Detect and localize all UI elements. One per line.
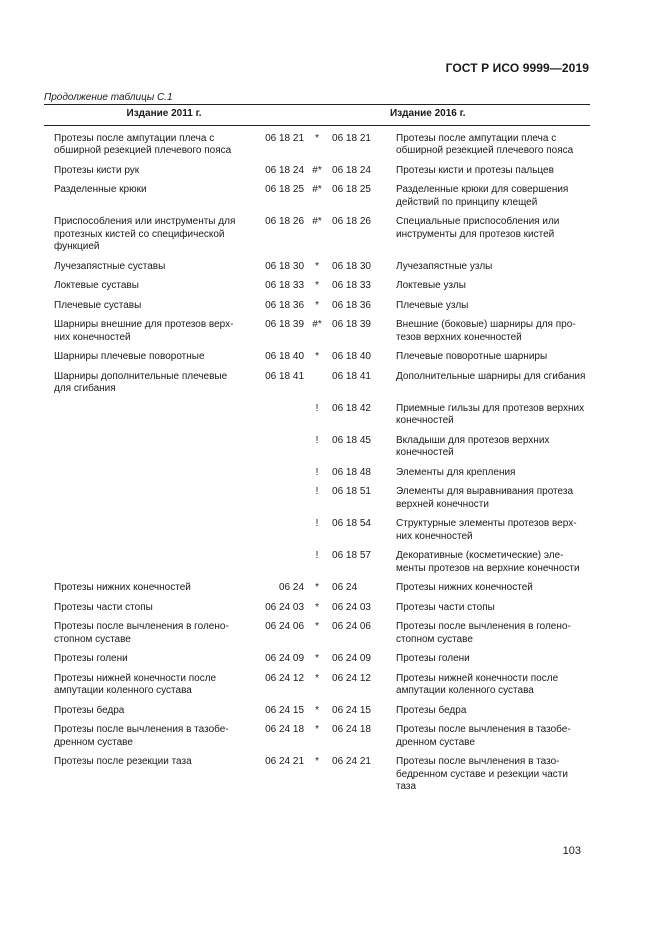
- table-row: [44, 486, 590, 518]
- table-row: [44, 518, 590, 550]
- page-number: 103: [562, 845, 581, 857]
- cell-name-2011: Разделенные крюки: [54, 184, 147, 195]
- document-header: ГОСТ Р ИСО 9999—2019: [445, 61, 589, 75]
- cell-code-2011: 06 18 21: [265, 132, 305, 144]
- cell-change-mark: !: [315, 402, 319, 414]
- cell-code-2016: 06 18 25: [332, 184, 371, 195]
- table-row: [44, 184, 590, 216]
- cell-code-2016: 06 18 36: [332, 299, 371, 311]
- cell-name-2011: [44, 435, 250, 467]
- column-header-2011: Издание 2011 г.: [44, 105, 304, 126]
- cell-change-mark: *: [315, 280, 319, 291]
- cell-name-2011: Протезы после ампутации плеча с обширной резекцией плечевого пояса: [54, 132, 232, 156]
- cell-code-2016: 06 24: [332, 582, 358, 593]
- cell-code-2016: 06 18 39: [332, 319, 371, 330]
- cell-name-2016: Лучезапястные узлы: [396, 260, 493, 272]
- cell-change-mark: !: [315, 486, 319, 497]
- table-row: [44, 467, 590, 487]
- cell-name-2011: Протезы нижней конечности после ампутации коленного сустава: [54, 672, 217, 696]
- cell-code-2016: 06 24 03: [332, 601, 371, 613]
- cell-name-2011: [44, 518, 250, 550]
- cell-change-mark: *: [315, 704, 319, 716]
- column-header-2016-label: Издание 2016 г.: [390, 108, 466, 119]
- comparison-table: [44, 104, 590, 801]
- cell-code-2016: 06 24 09: [332, 653, 371, 664]
- cell-change-mark: !: [315, 434, 319, 446]
- cell-code-2011: 06 18 39: [265, 319, 305, 330]
- cell-code-2016: 06 18 54: [332, 518, 371, 529]
- cell-name-2016: Вкладыши для протезов верхних конечностей: [396, 434, 550, 458]
- cell-name-2011: Шарниры плечевые поворотные: [54, 351, 205, 362]
- cell-code-2011: [250, 550, 304, 582]
- cell-name-2016: Дополнительные шарниры для сгибания: [396, 370, 586, 382]
- cell-code-2011: 06 18 25: [265, 184, 305, 195]
- cell-name-2011: Протезы кисти рук: [54, 164, 140, 176]
- cell-name-2016: Специальные приспособления или инструменты для протезов кистей: [396, 216, 560, 240]
- table-row: [44, 705, 590, 725]
- cell-code-2016: 06 18 42: [332, 402, 371, 414]
- table-row: [44, 371, 590, 403]
- cell-change-mark: *: [315, 756, 319, 767]
- cell-code-2011: 06 18 41: [265, 370, 305, 382]
- table-row: [44, 261, 590, 281]
- cell-name-2016: Протезы нижних конечностей: [396, 582, 533, 593]
- cell-change-mark: !: [315, 466, 319, 478]
- cell-name-2011: Локтевые суставы: [54, 280, 139, 291]
- cell-code-2011: 06 18 30: [265, 260, 305, 272]
- table-row: [44, 435, 590, 467]
- cell-name-2016: Протезы после ампутации плеча с обширной резекцией плечевого пояса: [396, 132, 574, 156]
- cell-code-2011: 06 18 33: [265, 280, 305, 291]
- cell-code-2016: 06 18 41: [332, 370, 371, 382]
- cell-name-2011: [44, 550, 250, 582]
- cell-name-2011: [44, 486, 250, 518]
- cell-name-2011: Шарниры дополнительные плечевые для сгибания: [54, 370, 228, 394]
- cell-change-mark: *: [315, 299, 319, 311]
- cell-code-2016: 06 18 33: [332, 280, 371, 291]
- cell-change-mark: #*: [312, 319, 322, 330]
- cell-code-2011: 06 24 03: [265, 601, 305, 613]
- table-row: [44, 602, 590, 622]
- cell-code-2011: [250, 435, 304, 467]
- table-header-row: [44, 105, 590, 126]
- cell-name-2011: Лучезапястные суставы: [54, 260, 166, 272]
- cell-code-2011: [250, 467, 304, 487]
- cell-code-2016: 06 24 21: [332, 756, 371, 767]
- cell-change-mark: #*: [312, 216, 322, 227]
- cell-name-2016: Приемные гильзы для протезов верхних конечностей: [396, 402, 585, 426]
- cell-change-mark: *: [315, 582, 319, 593]
- cell-name-2016: Протезы кисти и протезы пальцев: [396, 164, 554, 176]
- cell-name-2016: Структурные элементы протезов верхних конечностей: [396, 518, 577, 542]
- cell-change-mark: !: [315, 518, 319, 529]
- cell-code-2016: 06 18 26: [332, 216, 371, 227]
- cell-change-mark: #*: [312, 164, 322, 176]
- cell-change-mark: *: [315, 351, 319, 362]
- table-row: [44, 165, 590, 185]
- cell-change-mark: *: [315, 724, 319, 735]
- cell-name-2011: Плечевые суставы: [54, 299, 142, 311]
- cell-name-2011: Шарниры внешние для протезов верхних конечностей: [54, 319, 234, 343]
- cell-name-2016: Плечевые поворотные шарниры: [396, 351, 548, 362]
- table-row: [44, 582, 590, 602]
- table-body: [44, 125, 590, 801]
- cell-code-2011: 06 24: [278, 582, 305, 593]
- cell-name-2011: Протезы бедра: [54, 704, 125, 716]
- cell-change-mark: *: [315, 672, 319, 684]
- cell-change-mark: *: [315, 260, 319, 272]
- cell-code-2011: 06 24 06: [265, 621, 305, 632]
- cell-name-2016: Протезы голени: [396, 653, 470, 664]
- column-header-2016: [330, 105, 590, 126]
- cell-name-2016: Протезы нижней конечности после ампутации коленного сустава: [396, 672, 559, 696]
- cell-code-2011: [250, 518, 304, 550]
- cell-change-mark: *: [315, 653, 319, 664]
- table-row: [44, 403, 590, 435]
- cell-code-2011: 06 24 09: [265, 653, 305, 664]
- cell-name-2016: Локтевые узлы: [396, 280, 466, 291]
- cell-name-2016: Протезы после вычленения в тазобедренном суставе: [396, 724, 571, 748]
- cell-change-mark: !: [315, 550, 319, 561]
- cell-name-2011: Протезы после резекции таза: [54, 756, 192, 767]
- cell-name-2011: Протезы голени: [54, 653, 128, 664]
- cell-name-2011: Приспособления или инструменты для протезных кистей со специфической функцией: [54, 216, 236, 252]
- cell-name-2016: Внешние (боковые) шарниры для протезов верхних конечностей: [396, 319, 576, 343]
- table-row: [44, 756, 590, 801]
- comparison-table-container: [44, 104, 590, 801]
- cell-code-2011: 06 18 24: [265, 164, 305, 176]
- cell-code-2011: 06 18 26: [265, 216, 305, 227]
- cell-name-2016: Протезы после вычленения в тазобедренном суставе и резекции части таза: [396, 756, 568, 792]
- table-row: [44, 216, 590, 261]
- column-header-mark: [304, 105, 330, 126]
- cell-name-2016: Декоративные (косметические) элементы протезов на верхние конечности: [396, 550, 580, 574]
- table-row: [44, 319, 590, 351]
- cell-code-2011: 06 24 18: [265, 724, 305, 735]
- cell-code-2011: 06 24 15: [265, 704, 305, 716]
- cell-change-mark: *: [315, 621, 319, 632]
- cell-code-2011: 06 18 36: [265, 299, 305, 311]
- cell-code-2011: 06 18 40: [265, 351, 305, 362]
- cell-name-2011: [44, 403, 250, 435]
- cell-code-2016: 06 18 40: [332, 351, 371, 362]
- cell-change-mark: *: [315, 601, 319, 613]
- cell-name-2011: Протезы нижних конечностей: [54, 582, 191, 593]
- cell-code-2011: 06 24 12: [265, 672, 305, 684]
- cell-name-2016: Протезы после вычленения в голеностопном суставе: [396, 621, 571, 645]
- cell-code-2016: 06 18 24: [332, 164, 371, 176]
- table-row: [44, 351, 590, 371]
- cell-name-2016: Протезы части стопы: [396, 601, 495, 613]
- cell-code-2011: [250, 486, 304, 518]
- table-row: [44, 125, 590, 165]
- cell-change-mark: [304, 371, 330, 403]
- cell-code-2016: 06 18 48: [332, 466, 371, 478]
- cell-code-2016: 06 18 51: [332, 486, 371, 497]
- cell-name-2016: Разделенные крюки для совершения действий по принципу клещей: [396, 184, 569, 208]
- table-row: [44, 673, 590, 705]
- cell-name-2011: Протезы после вычленения в тазобедренном суставе: [54, 724, 229, 748]
- cell-change-mark: *: [315, 132, 319, 144]
- cell-name-2016: Протезы бедра: [396, 704, 467, 716]
- table-row: [44, 653, 590, 673]
- cell-code-2016: 06 18 45: [332, 434, 371, 446]
- cell-name-2011: Протезы части стопы: [54, 601, 153, 613]
- cell-name-2016: Элементы для выравнивания протеза верхней конечности: [396, 486, 574, 510]
- cell-change-mark: #*: [312, 184, 322, 195]
- cell-name-2011: Протезы после вычленения в голеностопном суставе: [54, 621, 229, 645]
- table-caption: Продолжение таблицы С.1: [44, 92, 173, 103]
- cell-code-2016: 06 24 12: [332, 672, 371, 684]
- table-row: [44, 724, 590, 756]
- table-row: [44, 300, 590, 320]
- cell-code-2016: 06 24 06: [332, 621, 371, 632]
- cell-code-2016: 06 18 21: [332, 132, 371, 144]
- cell-code-2011: [250, 403, 304, 435]
- table-row: [44, 280, 590, 300]
- cell-code-2016: 06 18 57: [332, 550, 371, 561]
- table-row: [44, 621, 590, 653]
- cell-code-2016: 06 24 15: [332, 704, 371, 716]
- cell-code-2011: 06 24 21: [265, 756, 305, 767]
- cell-name-2011: [44, 467, 250, 487]
- table-row: [44, 550, 590, 582]
- cell-name-2016: Элементы для крепления: [396, 466, 516, 478]
- cell-code-2016: 06 18 30: [332, 260, 371, 272]
- cell-name-2016: Плечевые узлы: [396, 299, 469, 311]
- cell-code-2016: 06 24 18: [332, 724, 371, 735]
